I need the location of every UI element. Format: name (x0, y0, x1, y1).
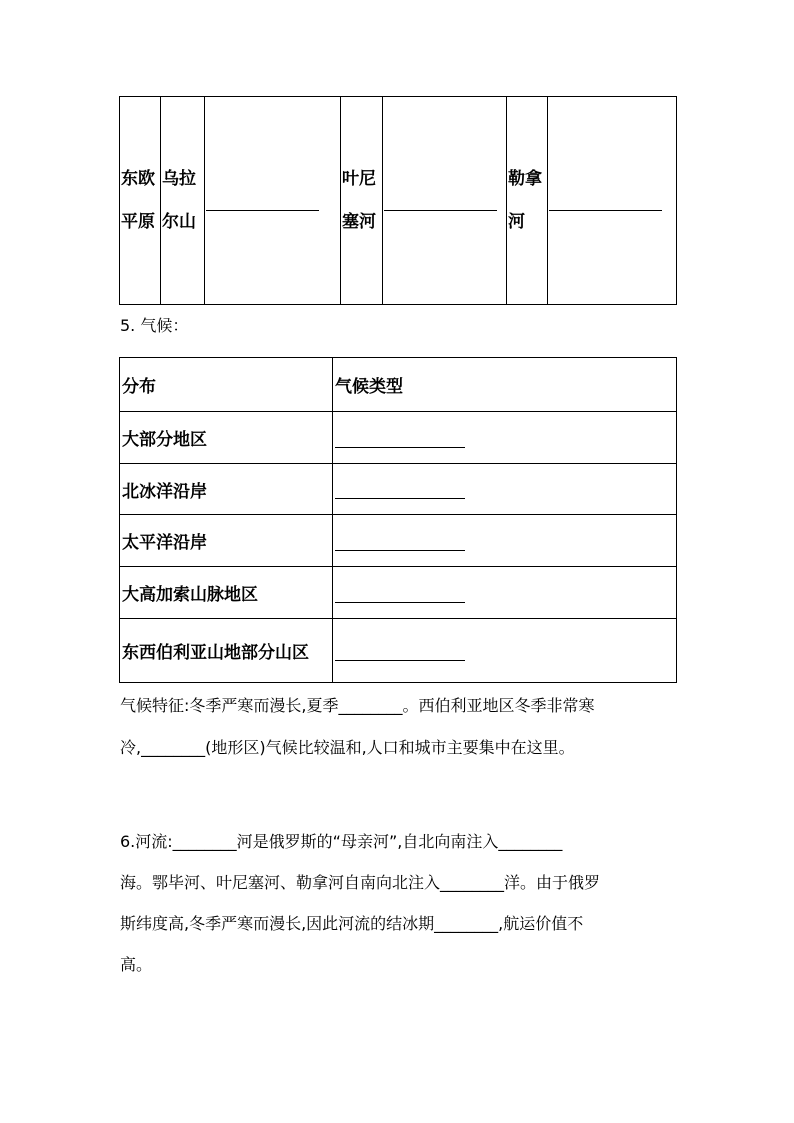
row-area: 大部分地区 (120, 412, 333, 464)
cell-text: 东欧 (121, 168, 155, 189)
cell-text: 叶尼 (342, 168, 376, 189)
fill-blank-line (335, 602, 465, 603)
climate-blank-cell[interactable] (333, 515, 677, 567)
header-distribution: 分布 (120, 358, 333, 412)
fill-blank-line (335, 498, 465, 499)
fill-blank-line (549, 210, 662, 211)
blank-cell[interactable] (383, 97, 507, 305)
cell-text: 勒拿 (508, 168, 542, 189)
row-area: 大高加索山脉地区 (120, 567, 333, 619)
cell-text: 河 (508, 211, 525, 232)
river-text: 斯纬度高,冬季严寒而漫长,因此河流的结冰期________,航运价值不 (120, 914, 584, 933)
fill-blank-line (206, 210, 319, 211)
climate-blank-cell[interactable] (333, 567, 677, 619)
blank-cell[interactable] (548, 97, 677, 305)
cell-ural-mountains (161, 97, 205, 305)
cell-east-european-plain (120, 97, 161, 305)
river-text: 海。鄂毕河、叶尼塞河、勒拿河自南向北注入________洋。由于俄罗 (120, 873, 601, 892)
row-area: 东西伯利亚山地部分山区 (120, 619, 333, 683)
row-area: 北冰洋沿岸 (120, 464, 333, 515)
climate-table (119, 357, 677, 683)
fill-blank-line (335, 550, 465, 551)
row-area: 太平洋沿岸 (120, 515, 333, 567)
section-5-heading: 5. 气候： (120, 316, 189, 335)
river-text: 6.河流:________河是俄罗斯的“母亲河”,自北向南注入________ (120, 832, 563, 851)
cell-text: 乌拉 (162, 168, 196, 189)
fill-blank-line (384, 210, 497, 211)
climate-blank-cell[interactable] (333, 619, 677, 683)
fill-blank-line (335, 447, 465, 448)
terrain-river-table (119, 96, 677, 305)
cell-text: 尔山 (162, 211, 196, 232)
cell-text: 平原 (121, 211, 155, 232)
climate-blank-cell[interactable] (333, 412, 677, 464)
cell-lena-river (507, 97, 548, 305)
river-text: 高。 (120, 955, 153, 974)
climate-feature-text: 冷,________(地形区)气候比较温和,人口和城市主要集中在这里。 (120, 738, 575, 757)
header-climate-type: 气候类型 (333, 358, 677, 412)
fill-blank-line (335, 660, 465, 661)
climate-feature-text: 气候特征:冬季严寒而漫长,夏季________。西伯利亚地区冬季非常寒 (120, 696, 595, 715)
blank-cell[interactable] (205, 97, 341, 305)
cell-text: 塞河 (342, 211, 376, 232)
cell-yenisei-river (341, 97, 383, 305)
climate-blank-cell[interactable] (333, 464, 677, 515)
